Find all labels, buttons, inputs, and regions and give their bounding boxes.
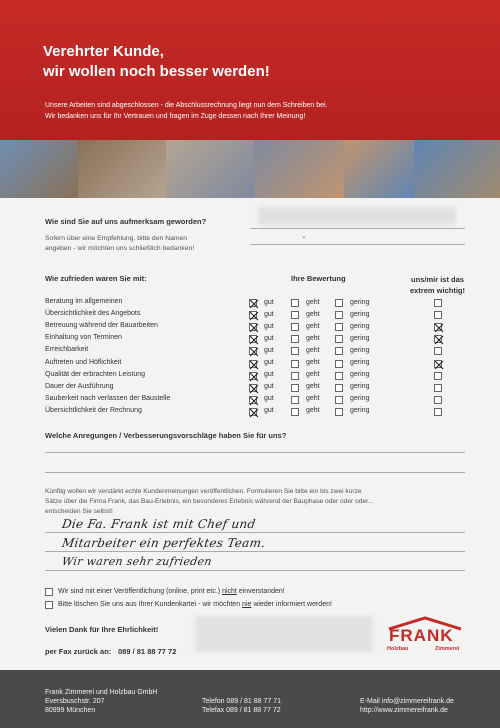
logo-tag-right: Zimmerei	[435, 646, 460, 652]
rating-checkbox-gering[interactable]	[335, 372, 343, 380]
rating-option-label: geht	[306, 371, 320, 379]
rating-checkbox-geht[interactable]	[291, 347, 299, 355]
footer-fax: Telefax 089 / 81 88 77 72	[202, 707, 281, 714]
rating-option-label: gut	[264, 383, 274, 391]
logo-word: FRANK	[389, 626, 454, 645]
rating-option-label: gut	[264, 407, 274, 415]
recommendation-note	[45, 234, 194, 254]
rating-option-label: geht	[306, 322, 320, 330]
testimonial-line-3	[45, 570, 465, 571]
rating-checkbox-gering[interactable]	[335, 299, 343, 307]
rating-option-label: gering	[350, 359, 370, 366]
question-attention: Wie sind Sie auf uns aufmerksam geworden?	[45, 217, 207, 226]
rating-option-label: gut	[264, 371, 274, 379]
photo-house-frame	[414, 140, 500, 198]
recommendation-note-line2: angeben - wir möchten uns schließlich bedanken!	[45, 245, 195, 252]
footer-phone: Telefon 089 / 81 88 77 71	[202, 698, 282, 705]
rating-option-label: gering	[350, 310, 370, 318]
important-checkbox[interactable]	[434, 372, 442, 380]
important-col-header-line2: extrem wichtig!	[410, 286, 466, 295]
header-subtitle	[45, 100, 328, 122]
rating-checkbox-geht[interactable]	[291, 299, 299, 307]
chevron-down-icon: ⌄	[301, 233, 307, 240]
rating-checkbox-gering[interactable]	[335, 347, 343, 355]
testimonial-intro-line3: entscheiden Sie selbst!	[45, 508, 113, 515]
handwriting-line-2: Mitarbeiter ein perfektes Team.	[61, 536, 267, 550]
rating-checkbox-gut[interactable]	[249, 335, 257, 343]
rating-checkbox-geht[interactable]	[291, 335, 299, 343]
logo-tag-left: Holzbau	[387, 646, 409, 652]
delete-from-database-post: wieder informiert werden!	[251, 601, 332, 608]
consent-no-publish-post: einverstanden!	[236, 588, 285, 595]
footer-company: Frank Zimmerei und Holzbau GmbH	[45, 689, 158, 696]
header-title-line1: Verehrter Kunde,	[43, 43, 164, 60]
photo-strip	[0, 140, 500, 198]
rating-checkbox-gering[interactable]	[335, 360, 343, 368]
rating-checkbox-geht[interactable]	[291, 360, 299, 368]
rating-row-label: Übersichtlichkeit der Rechnung	[45, 406, 142, 414]
consent-no-publish-pre: Wir sind mit einer Veröffentlichung (online, print etc.)	[58, 588, 223, 595]
photo-carpenter-portrait	[78, 140, 166, 198]
rating-option-label: geht	[306, 359, 320, 366]
rating-option-label: gering	[350, 346, 370, 354]
important-checkbox[interactable]	[434, 408, 442, 416]
important-checkbox[interactable]	[434, 384, 442, 392]
delete-from-database-checkbox[interactable]	[45, 601, 53, 609]
consent-no-publish-checkbox[interactable]	[45, 588, 53, 596]
photo-carpenter-working	[254, 140, 344, 198]
header-subtitle-line1: Unsere Arbeiten sind abgeschlossen - die Abschlussrechnung liegt nun dem Schreiben bei.	[45, 102, 328, 109]
rating-checkbox-gut[interactable]	[249, 311, 257, 319]
rating-option-label: gut	[264, 322, 274, 330]
rating-option-label: gering	[350, 322, 370, 330]
handwriting-line-3: Wir waren sehr zufrieden	[61, 555, 213, 568]
rating-row-label: Übersichtlichkeit des Angebots	[45, 310, 141, 318]
footer-email[interactable]: E-Mail info@zimmereifrank.de	[360, 698, 454, 705]
rating-checkbox-geht[interactable]	[291, 311, 299, 319]
testimonial-intro-line1: Künftig wollen wir verstärkt echte Kundenmeinungen veröffentlichen. Formulieren Sie bitte ein bis zwei kurze	[45, 488, 362, 495]
handwriting-line-1: Die Fa. Frank ist mit Chef und	[61, 517, 257, 531]
recommendation-note-line1: Sofern über eine Empfehlung, bitte den Namen	[45, 235, 188, 242]
footer-city: 80999 München	[45, 707, 96, 714]
rating-checkbox-gut[interactable]	[249, 384, 257, 392]
rating-checkbox-gering[interactable]	[335, 396, 343, 404]
answer-line	[250, 228, 465, 229]
rating-checkbox-gering[interactable]	[335, 335, 343, 343]
suggestions-label: Welche Anregungen / Verbesserungsvorschläge haben Sie für uns?	[45, 431, 287, 440]
thanks-text: Vielen Dank für Ihre Ehrlichkeit!	[45, 625, 159, 634]
rating-checkbox-gering[interactable]	[335, 311, 343, 319]
important-col-header	[410, 274, 465, 296]
delete-from-database-pre: Bitte löschen Sie uns aus Ihrer Kundenkartei - wir möchten	[58, 601, 243, 608]
photo-carpenter-roof	[0, 140, 78, 198]
rating-option-label: gering	[350, 395, 370, 403]
testimonial-line-2	[45, 551, 465, 552]
rating-row-label: Beratung im allgemeinen	[45, 298, 123, 305]
rating-label: Wie zufrieden waren Sie mit:	[45, 274, 147, 283]
suggestions-line-1	[45, 452, 465, 453]
rating-checkbox-geht[interactable]	[291, 408, 299, 416]
rating-row-label: Sauberkeit nach verlassen der Baustelle	[45, 394, 171, 402]
rating-option-label: geht	[306, 334, 320, 342]
footer	[0, 670, 500, 728]
rating-option-label: gut	[264, 395, 274, 403]
rating-checkbox-gut[interactable]	[249, 372, 257, 380]
footer-address	[45, 688, 157, 715]
rating-option-label: geht	[306, 310, 320, 318]
delete-from-database-emphasis: nie	[242, 601, 252, 608]
header-subtitle-line2: Wir bedanken uns für Ihr Vertrauen und fragen im Zuge dessen nach Ihrer Meinung!	[45, 113, 306, 120]
important-checkbox[interactable]	[434, 396, 442, 404]
rating-option-label: gering	[350, 371, 370, 379]
important-checkbox[interactable]	[434, 347, 442, 355]
rating-option-label: geht	[306, 383, 320, 391]
rating-checkbox-gut[interactable]	[249, 347, 257, 355]
rating-option-label: geht	[306, 298, 320, 306]
rating-row-label: Auftreten und Höflichkeit	[45, 358, 122, 366]
recommendation-line	[250, 244, 465, 245]
frank-logo	[385, 616, 465, 654]
important-checkbox[interactable]	[434, 323, 442, 331]
rating-checkbox-gering[interactable]	[335, 384, 343, 392]
photo-roof-truss	[344, 140, 414, 198]
important-checkbox[interactable]	[434, 335, 442, 343]
rating-checkbox-gering[interactable]	[335, 408, 343, 416]
rating-checkbox-geht[interactable]	[291, 396, 299, 404]
rating-option-label: gut	[264, 346, 274, 354]
header-banner	[0, 0, 500, 140]
rating-row-label: Dauer der Ausführung	[45, 382, 114, 390]
rating-col-header: Ihre Bewertung	[291, 274, 346, 283]
consent-no-publish-emphasis: nicht	[222, 588, 237, 595]
rating-checkbox-gut[interactable]	[249, 408, 257, 416]
footer-contact	[360, 697, 454, 715]
rating-option-label: gut	[264, 310, 274, 318]
rating-checkbox-gut[interactable]	[249, 396, 257, 404]
rating-option-label: gut	[264, 334, 274, 342]
rating-option-label: geht	[306, 346, 320, 354]
important-checkbox[interactable]	[434, 299, 442, 307]
testimonial-intro	[45, 487, 373, 517]
footer-web[interactable]: http://www.zimmereifrank.de	[360, 707, 448, 714]
fax-number: 089 / 81 88 77 72	[118, 647, 177, 656]
rating-checkbox-geht[interactable]	[291, 384, 299, 392]
rating-checkbox-geht[interactable]	[291, 323, 299, 331]
testimonial-intro-line2: Sätze über die Firma Frank, das Bau-Erlebnis, ein besonderes Erlebnis während der Bauphase oder oder oder...	[45, 498, 374, 505]
rating-option-label: gut	[264, 359, 274, 366]
rating-option-label: geht	[306, 395, 320, 403]
rating-option-label: gut	[264, 298, 274, 306]
rating-row-label: Einhaltung von Terminen	[45, 334, 122, 342]
rating-option-label: geht	[306, 407, 320, 415]
rating-option-label: gering	[350, 407, 370, 415]
rating-checkbox-gering[interactable]	[335, 323, 343, 331]
delete-from-database-label	[58, 601, 332, 608]
answer-attention-redacted	[258, 207, 456, 225]
rating-option-label: gering	[350, 334, 370, 342]
rating-option-label: gering	[350, 298, 370, 306]
header-title	[43, 42, 270, 82]
consent-no-publish-label	[58, 588, 285, 595]
rating-checkbox-gut[interactable]	[249, 299, 257, 307]
footer-street: Eversbuschstr. 207	[45, 698, 105, 705]
rating-row-label: Betreuung während der Bauarbeiten	[45, 322, 158, 330]
important-checkbox[interactable]	[434, 360, 442, 368]
rating-checkbox-gut[interactable]	[249, 360, 257, 368]
fax-label: per Fax zurück an:	[45, 647, 112, 656]
important-col-header-line1: uns/mir ist das	[411, 275, 464, 284]
suggestions-line-2	[45, 472, 465, 473]
rating-option-label: gering	[350, 383, 370, 391]
footer-phone-fax	[202, 697, 281, 715]
rating-row-label: Qualität der erbrachten Leistung	[45, 370, 146, 378]
rating-checkbox-gut[interactable]	[249, 323, 257, 331]
rating-checkbox-geht[interactable]	[291, 372, 299, 380]
name-signature-redacted	[195, 616, 373, 652]
header-title-line2: wir wollen noch besser werden!	[43, 63, 270, 80]
important-checkbox[interactable]	[434, 311, 442, 319]
photo-roof-beams	[166, 140, 254, 198]
rating-row-label: Erreichbarkeit	[45, 346, 89, 354]
testimonial-line-1	[45, 532, 465, 533]
